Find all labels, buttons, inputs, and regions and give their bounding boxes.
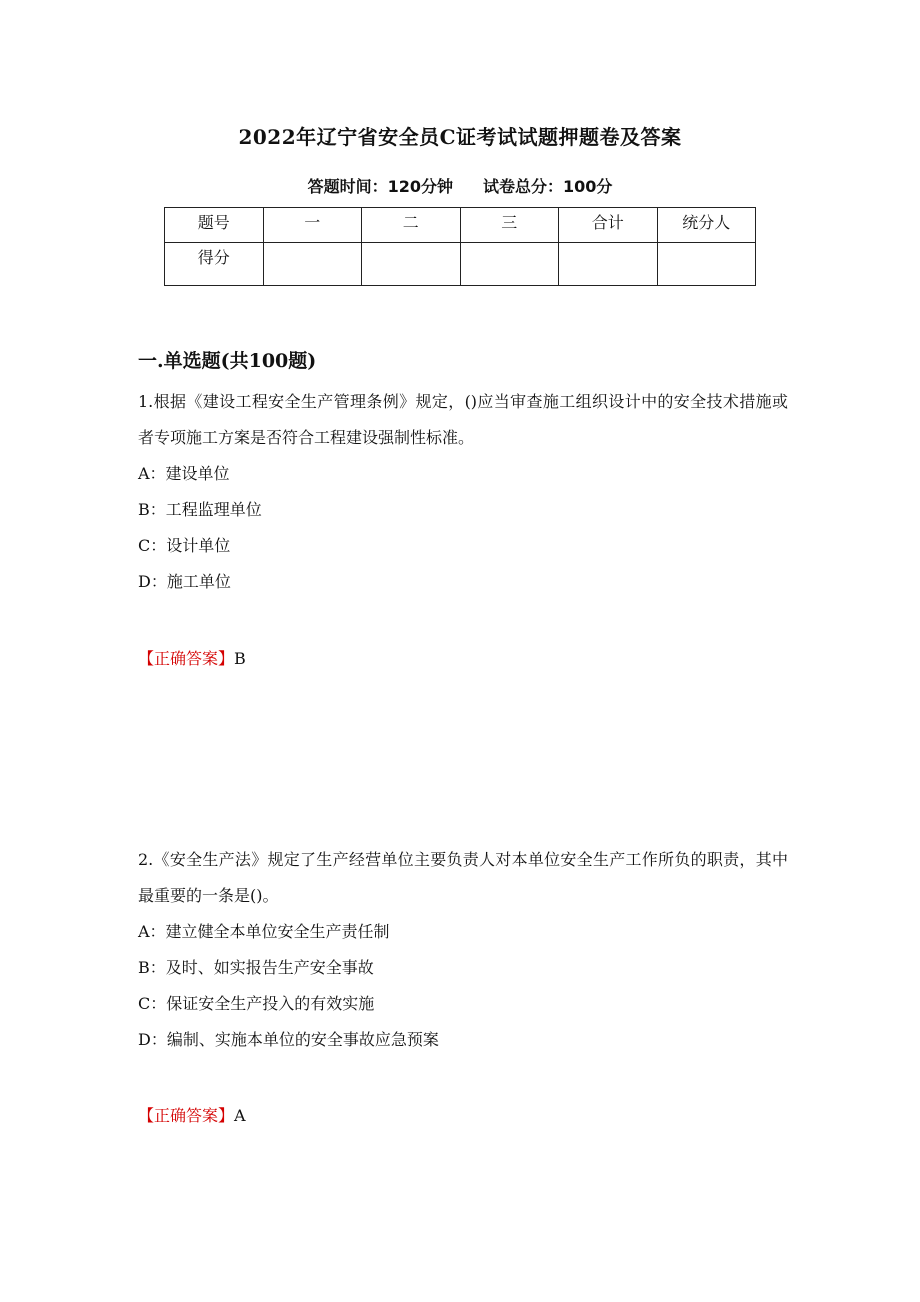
question-text: 1.根据《建设工程安全生产管理条例》规定，()应当审查施工组织设计中的安全技术措施或者专项施工方案是否符合工程建设强制性标准。 [138,392,788,447]
exam-info [0,174,920,197]
question-2 [138,842,788,1058]
score-row-label: 得分 [165,243,264,286]
option-a: A：建立健全本单位安全生产责任制 [138,922,390,941]
option-b: B：及时、如实报告生产安全事故 [138,958,374,977]
score-cell [263,243,362,286]
score-table [164,207,756,286]
exam-total-score: 试卷总分：100分 [483,177,613,196]
section-title: 一.单选题(共100题) [138,350,317,372]
document-title: 2022年辽宁省安全员C证考试试题押题卷及答案 [238,125,682,149]
score-table-header-cell: 统分人 [657,208,756,243]
score-table-header-cell: 一 [263,208,362,243]
option-a: A：建设单位 [138,464,230,483]
option-b: B：工程监理单位 [138,500,262,519]
score-table-header-row [165,208,756,243]
option-d: D：编制、实施本单位的安全事故应急预案 [138,1030,439,1049]
answer-tag: 【正确答案】 [138,1106,235,1125]
option-c: C：保证安全生产投入的有效实施 [138,994,375,1013]
score-cell [362,243,461,286]
score-table-header-cell: 三 [460,208,559,243]
score-table-score-row [165,243,756,286]
score-cell [460,243,559,286]
option-c: C：设计单位 [138,536,231,555]
question-1 [138,384,788,600]
answer-value: A [234,1106,246,1125]
score-table-header-cell: 合计 [559,208,658,243]
score-table-header-cell: 题号 [165,208,264,243]
answer-2 [138,1103,246,1126]
score-cell [559,243,658,286]
score-cell [657,243,756,286]
exam-time: 答题时间：120分钟 [307,177,453,196]
answer-value: B [234,649,246,668]
option-d: D：施工单位 [138,572,231,591]
answer-1 [138,646,246,669]
score-table-header-cell: 二 [362,208,461,243]
question-text: 2.《安全生产法》规定了生产经营单位主要负责人对本单位安全生产工作所负的职责，其中最重要的一条是()。 [138,850,788,905]
answer-tag: 【正确答案】 [138,649,235,668]
